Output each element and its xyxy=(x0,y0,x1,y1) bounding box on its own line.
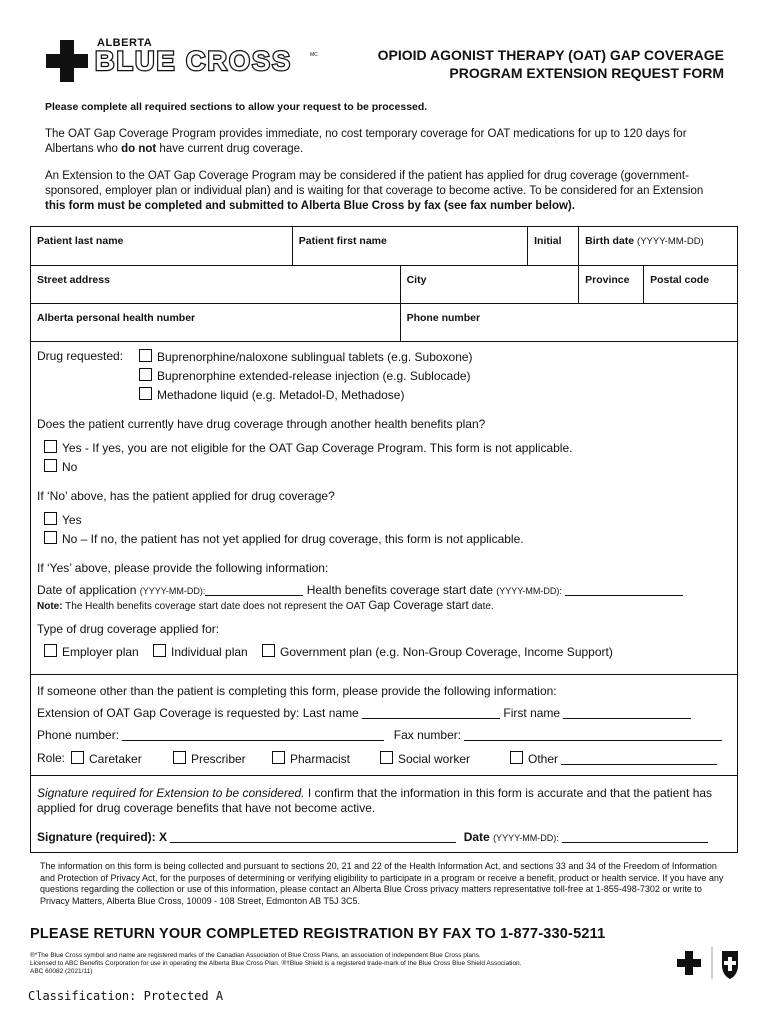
coverage-yes-option[interactable]: Yes - If yes, you are not eligible for the OAT Gap Coverage Program. This form is not applicable. xyxy=(44,440,572,455)
type-individual-option[interactable]: Individual plan xyxy=(153,644,248,659)
signature-row: Signature (required): X Date (YYYY-MM-DD): xyxy=(37,830,708,844)
intro-paragraph-2 xyxy=(45,169,725,214)
patient-first-name-field[interactable]: Patient first name xyxy=(292,227,527,266)
role-caretaker-option[interactable]: Caretaker xyxy=(71,751,142,766)
intro-p2-a: An Extension to the OAT Gap Coverage Program may be considered if the patient has applied for drug coverage (government-sponsored, employer plan or individual plan) and is waiting for that coverage to become active. To be considered for an Extension xyxy=(45,170,704,197)
if-yes-heading: If ‘Yes’ above, please provide the following information: xyxy=(37,561,329,575)
instruction-text: Please complete all required sections to allow your request to be processed. xyxy=(45,101,428,113)
fine-print: ®*The Blue Cross symbol and name are registered marks of the Canadian Association of Blue Cross Plans, an association of independent Blue Cross plans. Licensed to ABC Benefits Corporation for use in operating the Alberta Blue Cross Plan. ®†Blue Shield is a registered trade-mark of the Blue Cross Blue Shield Association. ABC 60082 (2021/11) xyxy=(30,952,522,975)
province-field[interactable]: Province xyxy=(579,266,644,304)
checkbox[interactable] xyxy=(380,751,393,764)
form-title xyxy=(324,46,724,82)
coverage-type-label: Type of drug coverage applied for: xyxy=(37,622,220,636)
drug-option-suboxone[interactable]: Buprenorphine/naloxone sublingual tablets (e.g. Suboxone) xyxy=(139,349,473,364)
intro-p1-b: do not xyxy=(121,143,157,155)
blue-cross-blue-shield-logo-icon xyxy=(676,945,756,981)
checkbox[interactable] xyxy=(44,644,57,657)
type-government-option[interactable]: Government plan (e.g. Non-Group Coverage, Income Support) xyxy=(262,644,613,659)
requester-name-row: Extension of OAT Gap Coverage is requested by: Last name First name xyxy=(37,706,691,720)
checkbox[interactable] xyxy=(153,644,166,657)
requester-contact-row: Phone number: Fax number: xyxy=(37,728,722,742)
requester-first-name-input[interactable] xyxy=(563,718,691,719)
applied-no-option[interactable]: No – If no, the patient has not yet applied for drug coverage, this form is not applicable. xyxy=(44,531,524,546)
checkbox[interactable] xyxy=(44,512,57,525)
type-employer-option[interactable]: Employer plan xyxy=(44,644,139,659)
drug-option-methadone[interactable]: Methadone liquid (e.g. Metadol-D, Methadose) xyxy=(139,387,404,402)
applied-question: If ‘No’ above, has the patient applied for drug coverage? xyxy=(37,489,335,503)
logo-mark: MC xyxy=(310,52,318,58)
role-prescriber-option[interactable]: Prescriber xyxy=(173,751,246,766)
application-date-input[interactable] xyxy=(205,595,303,596)
signature-confirmation: Signature required for Extension to be considered. I confirm that the information in this form is accurate and that the patient has applied for drug coverage benefits that have not become active. xyxy=(37,786,713,815)
signature-date-input[interactable] xyxy=(562,842,708,843)
intro-p2-b: this form must be completed and submitted to Alberta Blue Cross by fax (see fax number below). xyxy=(45,200,575,212)
applied-yes-option[interactable]: Yes xyxy=(44,512,82,527)
role-social-worker-option[interactable]: Social worker xyxy=(380,751,470,766)
role-label: Role: xyxy=(37,751,66,765)
privacy-notice: The information on this form is being collected and pursuant to sections 20, 21 and 22 of the Health Information Act, and sections 33 and 34 of the Freedom of Information and Protection of Privacy Act, for the purposes of determining or verifying eligibility to participate in a program or receive a benefit, product or health service. If you have any questions regarding the collection or use of this information, please contact an Alberta Blue Cross privacy matters representative toll-free at 1-855-498-7302 or write to Privacy Matters, Alberta Blue Cross, 10009 - 108 Street, Edmonton AB T5J 3C5. xyxy=(40,861,724,906)
classification-label: Classification: Protected A xyxy=(28,989,224,1003)
city-field[interactable]: City xyxy=(400,266,579,304)
signature-input[interactable] xyxy=(170,842,456,843)
intro-p1-c: have current drug coverage. xyxy=(156,143,304,155)
checkbox[interactable] xyxy=(262,644,275,657)
title-line-2: PROGRAM EXTENSION REQUEST FORM xyxy=(449,65,724,81)
coverage-start-date-input[interactable] xyxy=(565,595,683,596)
requester-last-name-input[interactable] xyxy=(362,718,500,719)
checkbox[interactable] xyxy=(272,751,285,764)
role-pharmacist-option[interactable]: Pharmacist xyxy=(272,751,350,766)
application-date-row: Date of application (YYYY-MM-DD): Health benefits coverage start date (YYYY-MM-DD): xyxy=(37,583,683,597)
checkbox[interactable] xyxy=(510,751,523,764)
patient-last-name-field[interactable]: Patient last name xyxy=(31,227,293,266)
checkbox[interactable] xyxy=(139,349,152,362)
role-other-input[interactable] xyxy=(561,764,717,765)
coverage-question: Does the patient currently have drug coverage through another health benefits plan? xyxy=(37,417,486,431)
checkbox[interactable] xyxy=(139,368,152,381)
postal-code-field[interactable]: Postal code xyxy=(644,266,738,304)
coverage-note: Note: The Health benefits coverage start date does not represent the OAT Gap Coverage start date. xyxy=(37,600,494,612)
initial-field[interactable]: Initial xyxy=(528,227,579,266)
drug-option-sublocade[interactable]: Buprenorphine extended-release injection (e.g. Sublocade) xyxy=(139,368,471,383)
requester-heading: If someone other than the patient is completing this form, please provide the following information: xyxy=(37,684,557,698)
checkbox[interactable] xyxy=(71,751,84,764)
logo-alberta-text: ALBERTA xyxy=(97,37,153,49)
intro-paragraph-1 xyxy=(45,127,725,157)
requester-phone-input[interactable] xyxy=(122,740,384,741)
fax-return-instruction: PLEASE RETURN YOUR COMPLETED REGISTRATION BY FAX TO 1-877-330-5211 xyxy=(30,926,606,942)
checkbox[interactable] xyxy=(173,751,186,764)
street-address-field[interactable]: Street address xyxy=(31,266,401,304)
checkbox[interactable] xyxy=(44,459,57,472)
drug-requested-label: Drug requested: xyxy=(37,349,124,363)
logo-blue-cross-text: BLUE CROSS xyxy=(95,46,293,76)
patient-info-table xyxy=(30,226,738,342)
role-other-option[interactable]: Other xyxy=(510,751,717,766)
phone-number-field[interactable]: Phone number xyxy=(400,304,737,342)
requester-fax-input[interactable] xyxy=(464,740,722,741)
checkbox[interactable] xyxy=(44,531,57,544)
intro-p1-a: The OAT Gap Coverage Program provides immediate, no cost temporary coverage for OAT medications for up to 120 days for Albertans who xyxy=(45,128,687,155)
health-number-field[interactable]: Alberta personal health number xyxy=(31,304,401,342)
birth-date-field[interactable]: Birth date (YYYY-MM-DD) xyxy=(579,227,738,266)
title-line-1: OPIOID AGONIST THERAPY (OAT) GAP COVERAGE xyxy=(377,47,724,63)
checkbox[interactable] xyxy=(139,387,152,400)
checkbox[interactable] xyxy=(44,440,57,453)
coverage-no-option[interactable]: No xyxy=(44,459,77,474)
blue-cross-logo-icon xyxy=(46,40,88,82)
